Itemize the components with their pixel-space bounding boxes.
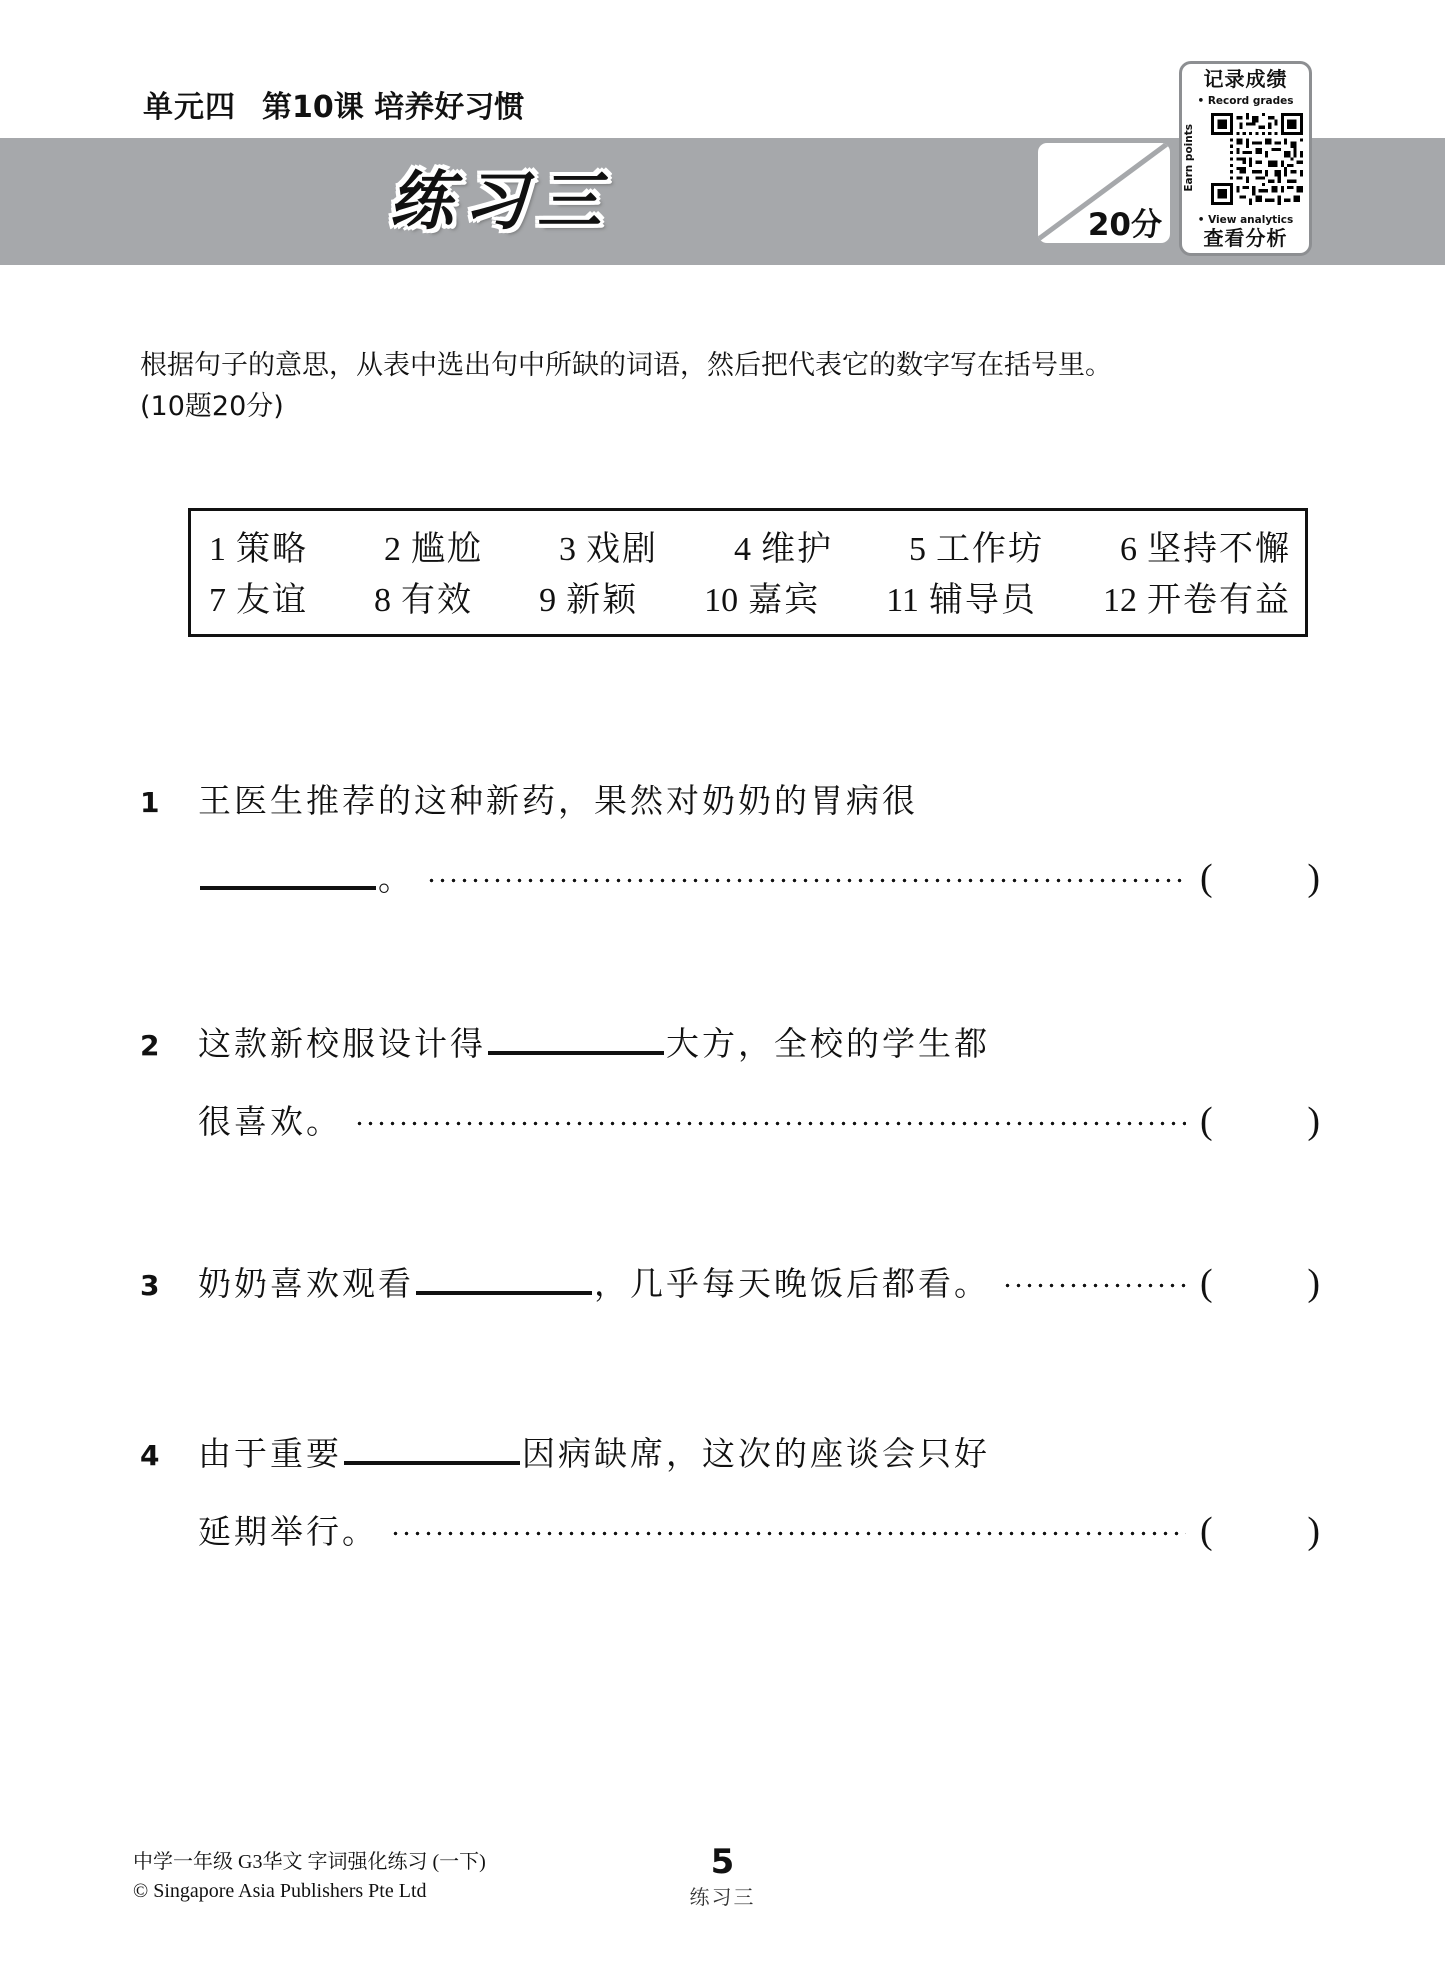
page-number: 5 — [710, 1842, 735, 1882]
paren-close: ) — [1307, 857, 1320, 899]
question-text: 王医生推荐的这种新药，果然对奶奶的胃病很 — [198, 784, 918, 820]
paren-close: ) — [1307, 1100, 1320, 1142]
question-line — [140, 1096, 1320, 1152]
answer-parentheses[interactable] — [1200, 856, 1320, 900]
word-bank-item-word: 开卷有益 — [1146, 582, 1291, 619]
question-text: 延期举行。 — [198, 1515, 378, 1551]
word-bank-item — [909, 521, 1044, 570]
word-bank-item-word: 辅导员 — [928, 582, 1037, 619]
paren-open: ( — [1200, 857, 1213, 899]
paren-close: ) — [1307, 1510, 1320, 1552]
word-bank-item — [704, 572, 820, 621]
question-line — [140, 1506, 1320, 1562]
word-bank-item-word: 戏剧 — [586, 531, 658, 568]
word-bank-item-number: 6 — [1120, 531, 1137, 568]
word-bank-item — [734, 521, 833, 570]
word-bank-item — [374, 572, 473, 621]
question-text: 。 — [378, 862, 414, 898]
answer-parentheses[interactable] — [1200, 1099, 1320, 1143]
word-bank-item-number: 9 — [539, 582, 557, 619]
word-bank-item-word: 策略 — [236, 531, 308, 568]
dotted-leader — [1002, 1269, 1186, 1295]
unit-label: 单元四 — [143, 90, 236, 125]
question-line — [140, 1018, 1320, 1074]
question-text: 奶奶喜欢观看 — [198, 1267, 414, 1303]
word-bank-row — [191, 572, 1305, 633]
qr-code-icon[interactable] — [1211, 109, 1303, 209]
answer-parentheses[interactable] — [1200, 1509, 1320, 1553]
word-bank-item-number: 5 — [909, 531, 926, 568]
word-bank-item — [209, 572, 308, 621]
word-bank — [188, 508, 1308, 637]
word-bank-item-word: 工作坊 — [936, 531, 1044, 568]
qr-subtitle-view-analytics: • View analytics — [1197, 214, 1294, 226]
word-bank-item-number: 2 — [384, 531, 401, 568]
answer-blank[interactable] — [488, 1021, 664, 1055]
qr-panel[interactable] — [1179, 61, 1312, 256]
question-text: 因病缺席，这次的座谈会只好 — [522, 1437, 990, 1473]
instruction-sentence: 根据句子的意思，从表中选出句中所缺的词语，然后把代表它的数字写在括号里。 — [140, 350, 1112, 381]
score-box — [1038, 143, 1170, 243]
word-bank-item-word: 嘉宾 — [748, 582, 821, 619]
answer-blank[interactable] — [200, 856, 376, 890]
word-bank-item-word: 有效 — [401, 582, 474, 619]
qr-title-bottom: 查看分析 — [1203, 226, 1288, 250]
instruction-marks: (10题20分) — [140, 390, 284, 422]
dotted-leader — [354, 1107, 1186, 1133]
dotted-leader — [390, 1517, 1186, 1543]
word-bank-item-number: 1 — [209, 531, 226, 568]
word-bank-item-word: 尴尬 — [411, 531, 483, 568]
answer-blank[interactable] — [416, 1261, 592, 1295]
question-text: 这款新校服设计得 — [198, 1027, 486, 1063]
footer-series: 中学一年级 G3华文 字词强化练习 (一下) — [133, 1851, 486, 1873]
question-number: 4 — [140, 1439, 160, 1472]
question-item — [140, 1258, 1320, 1314]
word-bank-item-number: 11 — [886, 582, 919, 619]
question-number: 3 — [140, 1269, 160, 1302]
footer-copyright: © Singapore Asia Publishers Pte Ltd — [133, 1880, 427, 1902]
word-bank-item-word: 维护 — [761, 531, 833, 568]
word-bank-item-number: 3 — [559, 531, 576, 568]
question-item — [140, 1428, 1320, 1562]
question-text: 由于重要 — [198, 1437, 342, 1473]
paren-close: ) — [1307, 1262, 1320, 1304]
word-bank-item — [384, 521, 483, 570]
word-bank-item-word: 新颖 — [566, 582, 639, 619]
paren-open: ( — [1200, 1262, 1213, 1304]
word-bank-item-number: 7 — [209, 582, 226, 619]
question-text: 很喜欢。 — [198, 1105, 342, 1141]
word-bank-item — [209, 521, 308, 570]
exercise-title: 练习三 — [389, 165, 611, 239]
word-bank-item-number: 4 — [734, 531, 751, 568]
answer-blank[interactable] — [344, 1431, 520, 1465]
footer-page-info — [0, 1842, 1445, 1910]
lesson-label: 第10课 培养好习惯 — [262, 90, 525, 125]
paren-open: ( — [1200, 1510, 1213, 1552]
word-bank-item — [539, 572, 638, 621]
question-text: 大方，全校的学生都 — [666, 1027, 990, 1063]
question-item — [140, 775, 1320, 909]
word-bank-item — [559, 521, 658, 570]
page-exercise-label: 练习三 — [689, 1886, 756, 1909]
score-total: 20分 — [1087, 207, 1162, 243]
question-text: ，几乎每天晚饭后都看。 — [594, 1267, 990, 1303]
instruction-text — [140, 346, 1310, 427]
unit-lesson-heading — [143, 82, 524, 126]
question-item — [140, 1018, 1320, 1152]
question-line — [140, 775, 1320, 831]
qr-title-top: 记录成绩 — [1203, 67, 1288, 91]
word-bank-item — [1120, 521, 1291, 570]
word-bank-item — [886, 572, 1037, 621]
qr-subtitle-record-grades: • Record grades — [1197, 95, 1294, 107]
word-bank-row — [191, 511, 1305, 572]
dotted-leader — [426, 864, 1186, 890]
paren-open: ( — [1200, 1100, 1213, 1142]
answer-parentheses[interactable] — [1200, 1261, 1320, 1305]
question-number: 1 — [140, 786, 160, 819]
question-line — [140, 853, 1320, 909]
qr-vertical-earn-points: Earn points — [1183, 124, 1195, 192]
question-line — [140, 1428, 1320, 1484]
question-number: 2 — [140, 1029, 160, 1062]
word-bank-item-word: 友谊 — [236, 582, 308, 619]
word-bank-item-number: 10 — [704, 582, 739, 619]
word-bank-item-number: 12 — [1102, 582, 1137, 619]
word-bank-item — [1103, 572, 1291, 621]
word-bank-item-number: 8 — [374, 582, 392, 619]
word-bank-item-word: 坚持不懈 — [1147, 531, 1291, 568]
question-line — [140, 1258, 1320, 1314]
